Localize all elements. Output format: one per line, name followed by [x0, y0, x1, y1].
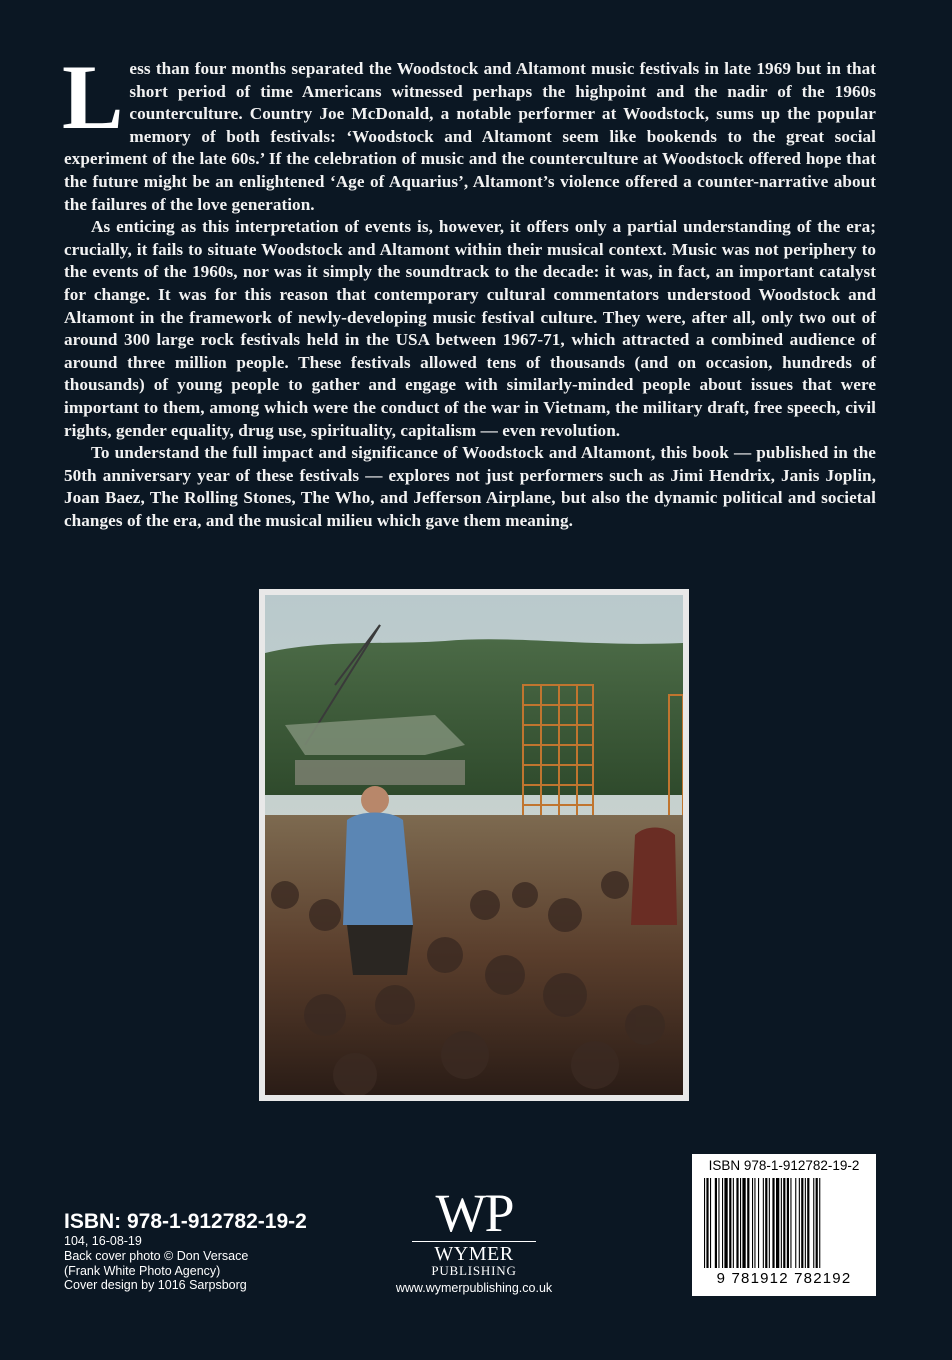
back-cover-blurb: [62, 46, 876, 532]
blurb-paragraph-2: As enticing as this interpretation of events is, however, it offers only a partial understanding of the era; crucially, it fails to situate Woodstock and Altamont within their musical context. Music was not periphery to the events of the 1960s, nor was it simply the soundtrack to the decade: it was, in fact, an important catalyst for change. It was for this reason that contemporary cultural commentators understood Woodstock and Altamont in the framework of newly-developing music festival culture. They were, after all, only two out of around 300 large rock festivals held in the USA between 1967-71, which attracted a combined audience of around three million people. These festivals allowed tens of thousands (and on occasion, hundreds of thousands) of young people to gather and engage with similarly-minded people about issues that were important to them, among which were the conduct of the war in Vietnam, the military draft, free speech, civil rights, gender equality, drug use, spirituality, capitalism — even revolution.: [64, 217, 876, 440]
credit-line: (Frank White Photo Agency): [64, 1263, 221, 1278]
logo-name: WYMER: [412, 1241, 536, 1264]
credit-line: Back cover photo © Don Versace: [64, 1248, 249, 1263]
credits: [64, 1234, 248, 1293]
publisher-logo: [412, 1185, 536, 1278]
barcode-box: [692, 1154, 876, 1296]
credit-line: Cover design by 1016 Sarpsborg: [64, 1278, 247, 1293]
credit-line: 104, 16-08-19: [64, 1234, 142, 1248]
blurb-paragraph-3: To understand the full impact and significance of Woodstock and Altamont, this book — published in the 50th anniversary year of these festivals — explores not just performers such as Jimi Hendrix, Janis Joplin, Joan Baez, The Rolling Stones, The Who, and Jefferson Airplane, but also the dynamic political and societal changes of the era, and the musical milieu which gave them meaning.: [64, 443, 876, 530]
cover-photo-frame: [259, 589, 689, 1101]
isbn-text: ISBN: 978-1-912782-19-2: [64, 1210, 307, 1233]
blurb-paragraph-1: [62, 46, 876, 216]
barcode-icon: [702, 1178, 866, 1270]
publisher-website[interactable]: www.wymerpublishing.co.uk: [395, 1281, 553, 1295]
barcode-isbn-label: ISBN 978-1-912782-19-2: [708, 1158, 860, 1173]
woodstock-crowd-photo: [265, 595, 683, 1095]
blurb-paragraph-1-text: ess than four months separated the Woodstock and Altamont music festivals in late 1969 but in that short period of time Americans witnessed perhaps the highpoint and the nadir of the 1960s counterculture. Country Joe McDonald, a notable performer at Woodstock, sums up the popular memory of both festivals: ‘Woodstock and Altamont seem like bookends to the great social experiment of the late 60s.’ If the celebration of music and the counterculture at Woodstock offered hope that the future might be an enlightened ‘Age of Aquarius’, Altamont’s violence offered a counter-narrative about the failures of the love generation.: [64, 59, 876, 214]
logo-monogram: WP: [435, 1183, 513, 1243]
drop-cap: L: [62, 46, 124, 148]
logo-subtitle: PUBLISHING: [431, 1263, 517, 1278]
barcode-digits: 9 781912 782192: [716, 1270, 852, 1287]
